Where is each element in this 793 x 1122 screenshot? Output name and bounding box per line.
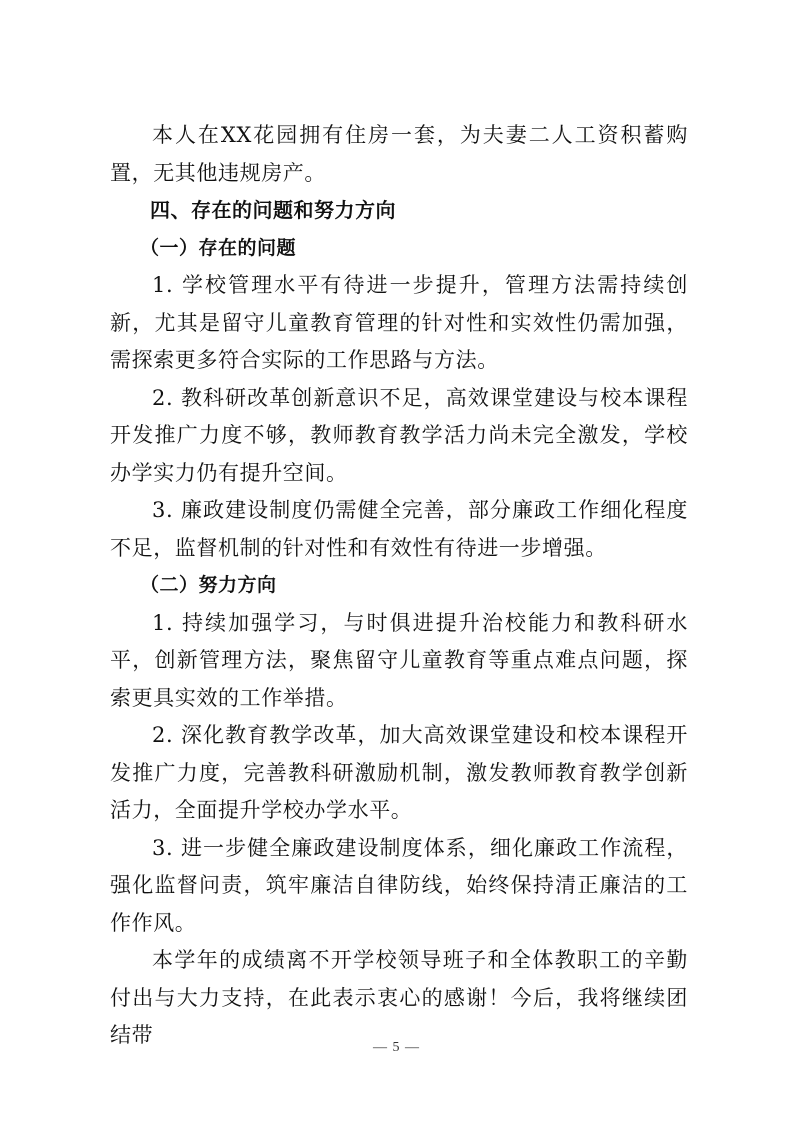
paragraph-closing: 本学年的成绩离不开学校领导班子和全体教职工的辛勤付出与大力支持，在此表示衷心的感谢！今后，我将继续团结带: [110, 948, 688, 1047]
page-number: — 5 —: [373, 1040, 420, 1055]
section-heading-problems-directions: 四、存在的问题和努力方向: [150, 198, 396, 222]
paragraph-problem-3: 3. 廉政建设制度仍需健全完善，部分廉政工作细化程度不足，监督机制的针对性和有效性有待进一步增强。: [110, 498, 688, 560]
subheading-improvement-directions: （二）努力方向: [140, 574, 277, 596]
paragraph-problem-2: 2. 教科研改革创新意识不足，高效课堂建设与校本课程开发推广力度不够，教师教育教学活力尚未完全激发，学校办学实力仍有提升空间。: [110, 385, 688, 485]
paragraph-problem-1: 1. 学校管理水平有待进一步提升，管理方法需持续创新，尤其是留守儿童教育管理的针对性和实效性仍需加强，需探索更多符合实际的工作思路与方法。: [110, 273, 688, 372]
paragraph-direction-1: 1. 持续加强学习，与时俱进提升治校能力和教科研水平，创新管理方法，聚焦留守儿童教育等重点难点问题，探索更具实效的工作举措。: [110, 610, 688, 710]
document-body: [110, 117, 688, 1055]
paragraph-housing: 本人在XX花园拥有住房一套，为夫妻二人工资积蓄购置，无其他违规房产。: [110, 123, 688, 185]
subheading-existing-problems: （一）存在的问题: [140, 236, 297, 259]
paragraph-direction-3: 3. 进一步健全廉政建设制度体系，细化廉政工作流程，强化监督问责，筑牢廉洁自律防线，始终保持清正廉洁的工作作风。: [110, 835, 688, 935]
paragraph-direction-2: 2. 深化教育教学改革，加大高效课堂建设和校本课程开发推广力度，完善教科研激励机制，激发教师教育教学创新活力，全面提升学校办学水平。: [110, 723, 688, 822]
